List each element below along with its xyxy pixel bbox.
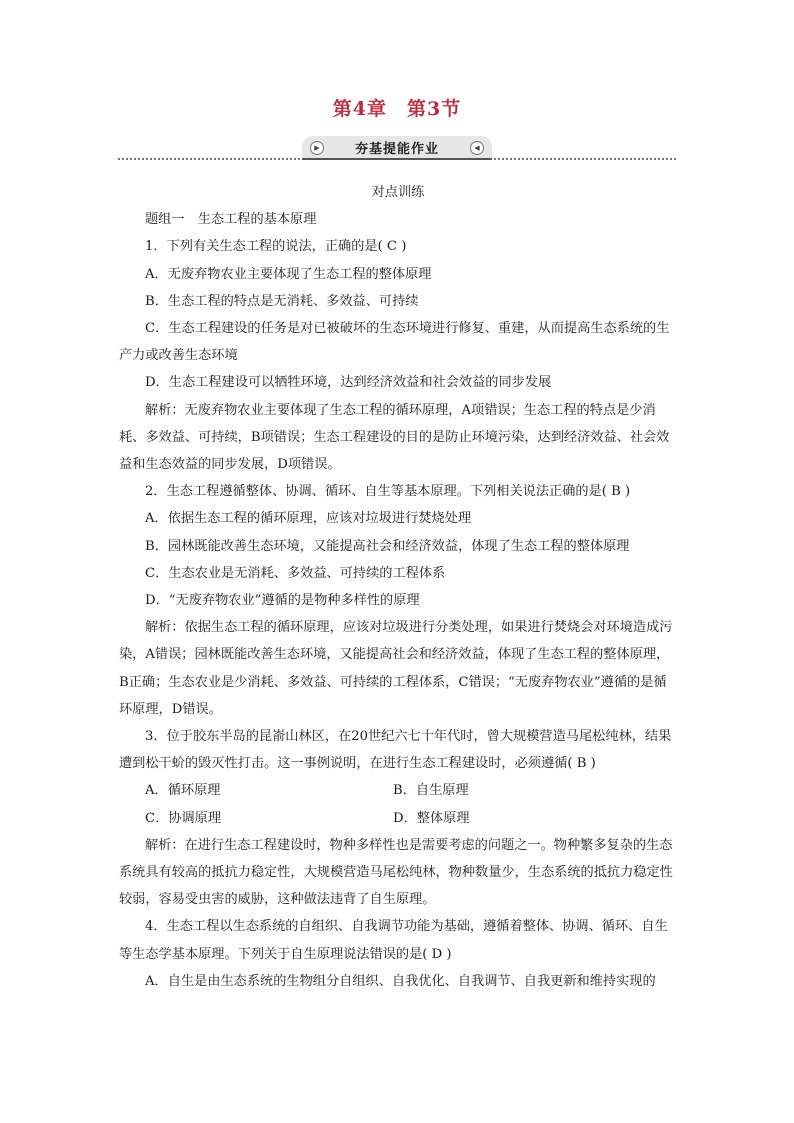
question-3-option-a: A．循环原理 — [145, 783, 221, 799]
document-body — [119, 179, 677, 995]
question-1-option-a: A．无废弃物农业主要体现了生态工程的整体原理 — [145, 266, 432, 282]
banner-label: 夯基提能作业 — [354, 142, 439, 157]
question-3-stem: 3．位于胶东半岛的昆嵛山林区，在20世纪六七十年代时，曾大规模营造马尾松纯林，结果遭到松干蚧的毁灭性打击。这一事例说明，在进行生态工程建设时，必须遵循( B ) — [119, 729, 672, 772]
question-3-option-b: B．自生原理 — [393, 783, 469, 799]
question-3-option-c: C．协调原理 — [145, 810, 222, 826]
right-arrow-icon: ▶ — [310, 141, 324, 155]
question-3-options-row-2 — [119, 805, 677, 832]
question-3-options-row-1 — [119, 777, 677, 804]
question-1-option-d: D．生态工程建设可以牺牲环境，达到经济效益和社会效益的同步发展 — [145, 375, 552, 391]
question-2-option-a: A．依据生态工程的循环原理，应该对垃圾进行焚烧处理 — [145, 511, 472, 527]
question-1-analysis: 解析：无废弃物农业主要体现了生态工程的循环原理，A项错误；生态工程的特点是少消耗、多效益、可持续，B项错误；生态工程建设的目的是防止环境污染，达到经济效益、社会效益和生态效益的同步发展，D项错误。 — [119, 402, 670, 473]
question-2-option-d: D．“无废弃物农业”遵循的是物种多样性的原理 — [145, 593, 420, 609]
question-4-stem: 4．生态工程以生态系统的自组织、自我调节功能为基础，遵循着整体、协调、循环、自生等生态学基本原理。下列关于自生原理说法错误的是( D ) — [119, 919, 668, 962]
question-2-analysis: 解析：依据生态工程的循环原理，应该对垃圾进行分类处理，如果进行焚烧会对环境造成污染，A错误；园林既能改善生态环境，又能提高社会和经济效益，体现了生态工程的整体原理，B正确；生态农业是少消耗、多效益、可持续的工程体系，C错误；“无废弃物农业”遵循的是循环原理，D错误。 — [119, 620, 673, 717]
chapter-title: 第4章 第3节 — [332, 98, 462, 120]
question-2-option-c: C．生态农业是无消耗、多效益、可持续的工程体系 — [145, 565, 446, 581]
section-heading: 对点训练 — [371, 185, 425, 200]
question-1-option-c: C．生态工程建设的任务是对已被破坏的生态环境进行修复、重建，从而提高生态系统的生产力或改善生态环境 — [119, 321, 670, 364]
section-banner — [118, 136, 676, 164]
group-heading: 题组一 生态工程的基本原理 — [145, 212, 317, 228]
question-3-analysis: 解析：在进行生态工程建设时，物种多样性也是需要考虑的问题之一。物种繁多复杂的生态系统具有较高的抵抗力稳定性，大规模营造马尾松纯林，物种数量少，生态系统的抵抗力稳定性较弱，容易受虫害的威胁，这种做法违背了自生原理。 — [119, 837, 673, 908]
question-3-option-d: D．整体原理 — [393, 810, 470, 826]
question-4-option-a: A．自生是由生态系统的生物组分自组织、自我优化、自我调节、自我更新和维持实现的 — [145, 973, 656, 989]
question-2-stem: 2．生态工程遵循整体、协调、循环、自生等基本原理。下列相关说法正确的是( B ) — [145, 484, 631, 500]
left-arrow-icon: ◀ — [470, 141, 484, 155]
question-1-stem: 1．下列有关生态工程的说法，正确的是( C ) — [145, 239, 407, 255]
banner-tab — [302, 136, 492, 160]
question-2-option-b: B．园林既能改善生态环境，又能提高社会和经济效益，体现了生态工程的整体原理 — [145, 538, 630, 554]
question-1-option-b: B．生态工程的特点是无消耗、多效益、可持续 — [145, 293, 419, 309]
